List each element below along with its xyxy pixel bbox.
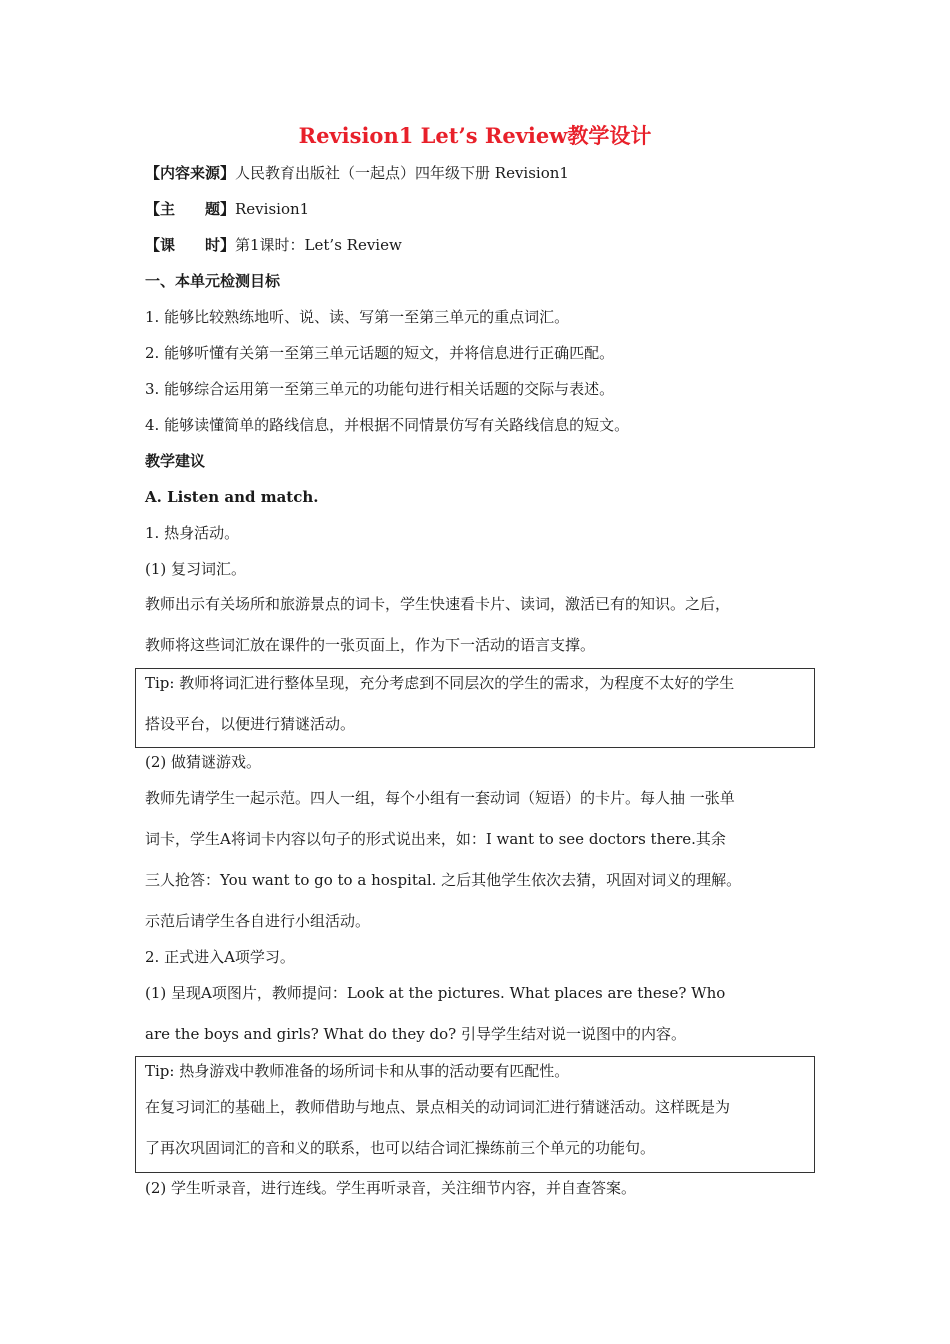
section2-heading: 教学建议	[145, 452, 206, 470]
objective-item: 1. 能够比较熟练地听、说、读、写第一至第三单元的重点词汇。	[145, 308, 570, 326]
paragraph-line: 教师先请学生一起示范。四人一组，每个小组有一套动词（短语）的卡片。每人抽 一张单	[145, 789, 735, 807]
tip-line: 搭设平台，以便进行猜谜活动。	[145, 715, 356, 733]
objective-item: 2. 能够听懂有关第一至第三单元话题的短文，并将信息进行正确匹配。	[145, 344, 615, 362]
step-2-2: (2) 学生听录音，进行连线。学生再听录音，关注细节内容，并自查答案。	[145, 1179, 637, 1197]
step-2-1-cont: are the boys and girls? What do they do? 引导学生结对说一说图中的内容。	[145, 1025, 686, 1043]
tip-line: Tip: 热身游戏中教师准备的场所词卡和从事的活动要有匹配性。	[145, 1062, 570, 1080]
paragraph-line: 词卡，学生A将词卡内容以句子的形式说出来，如：I want to see doctors there.其余	[145, 830, 726, 848]
objective-item: 4. 能够读懂简单的路线信息，并根据不同情景仿写有关路线信息的短文。	[145, 416, 630, 434]
objective-item: 3. 能够综合运用第一至第三单元的功能句进行相关话题的交际与表述。	[145, 380, 615, 398]
tip-box-2	[135, 1056, 815, 1173]
paragraph-line: 教师出示有关场所和旅游景点的词卡，学生快速看卡片、读词，激活已有的知识。之后，	[145, 595, 731, 613]
page-title: Revision1 Let’s Review教学设计	[298, 123, 652, 148]
meta-period	[145, 235, 402, 255]
tip-line: 在复习词汇的基础上，教师借助与地点、景点相关的动词词汇进行猜谜活动。这样既是为	[145, 1098, 731, 1116]
meta-topic-label: 【主 题】	[145, 200, 236, 218]
subsection-a-heading: A. Listen and match.	[145, 488, 319, 506]
step-1-2: (2) 做猜谜游戏。	[145, 753, 262, 771]
paragraph-line: 教师将这些词汇放在课件的一张页面上，作为下一活动的语言支撑。	[145, 636, 596, 654]
meta-period-label: 【课 时】	[145, 236, 236, 254]
step-2: 2. 正式进入A项学习。	[145, 948, 295, 966]
tip-line: Tip: 教师将词汇进行整体呈现，充分考虑到不同层次的学生的需求，为程度不太好的学生	[145, 674, 735, 692]
meta-period-value: 第1课时：Let’s Review	[235, 236, 402, 254]
meta-topic	[145, 199, 309, 219]
meta-source	[145, 163, 569, 183]
step-1-1: (1) 复习词汇。	[145, 560, 247, 578]
paragraph-line: 三人抢答：You want to go to a hospital. 之后其他学生依次去猜，巩固对词义的理解。	[145, 871, 742, 889]
meta-source-value: 人民教育出版社（一起点）四年级下册 Revision1	[235, 164, 569, 182]
tip-box-1	[135, 668, 815, 748]
meta-topic-value: Revision1	[235, 200, 310, 218]
step-1: 1. 热身活动。	[145, 524, 240, 542]
step-2-1: (1) 呈现A项图片，教师提问：Look at the pictures. What places are these? Who	[145, 984, 726, 1002]
section1-heading: 一、本单元检测目标	[145, 272, 281, 290]
tip-line: 了再次巩固词汇的音和义的联系，也可以结合词汇操练前三个单元的功能句。	[145, 1139, 656, 1157]
paragraph-line: 示范后请学生各自进行小组活动。	[145, 912, 371, 930]
meta-source-label: 【内容来源】	[145, 164, 236, 182]
